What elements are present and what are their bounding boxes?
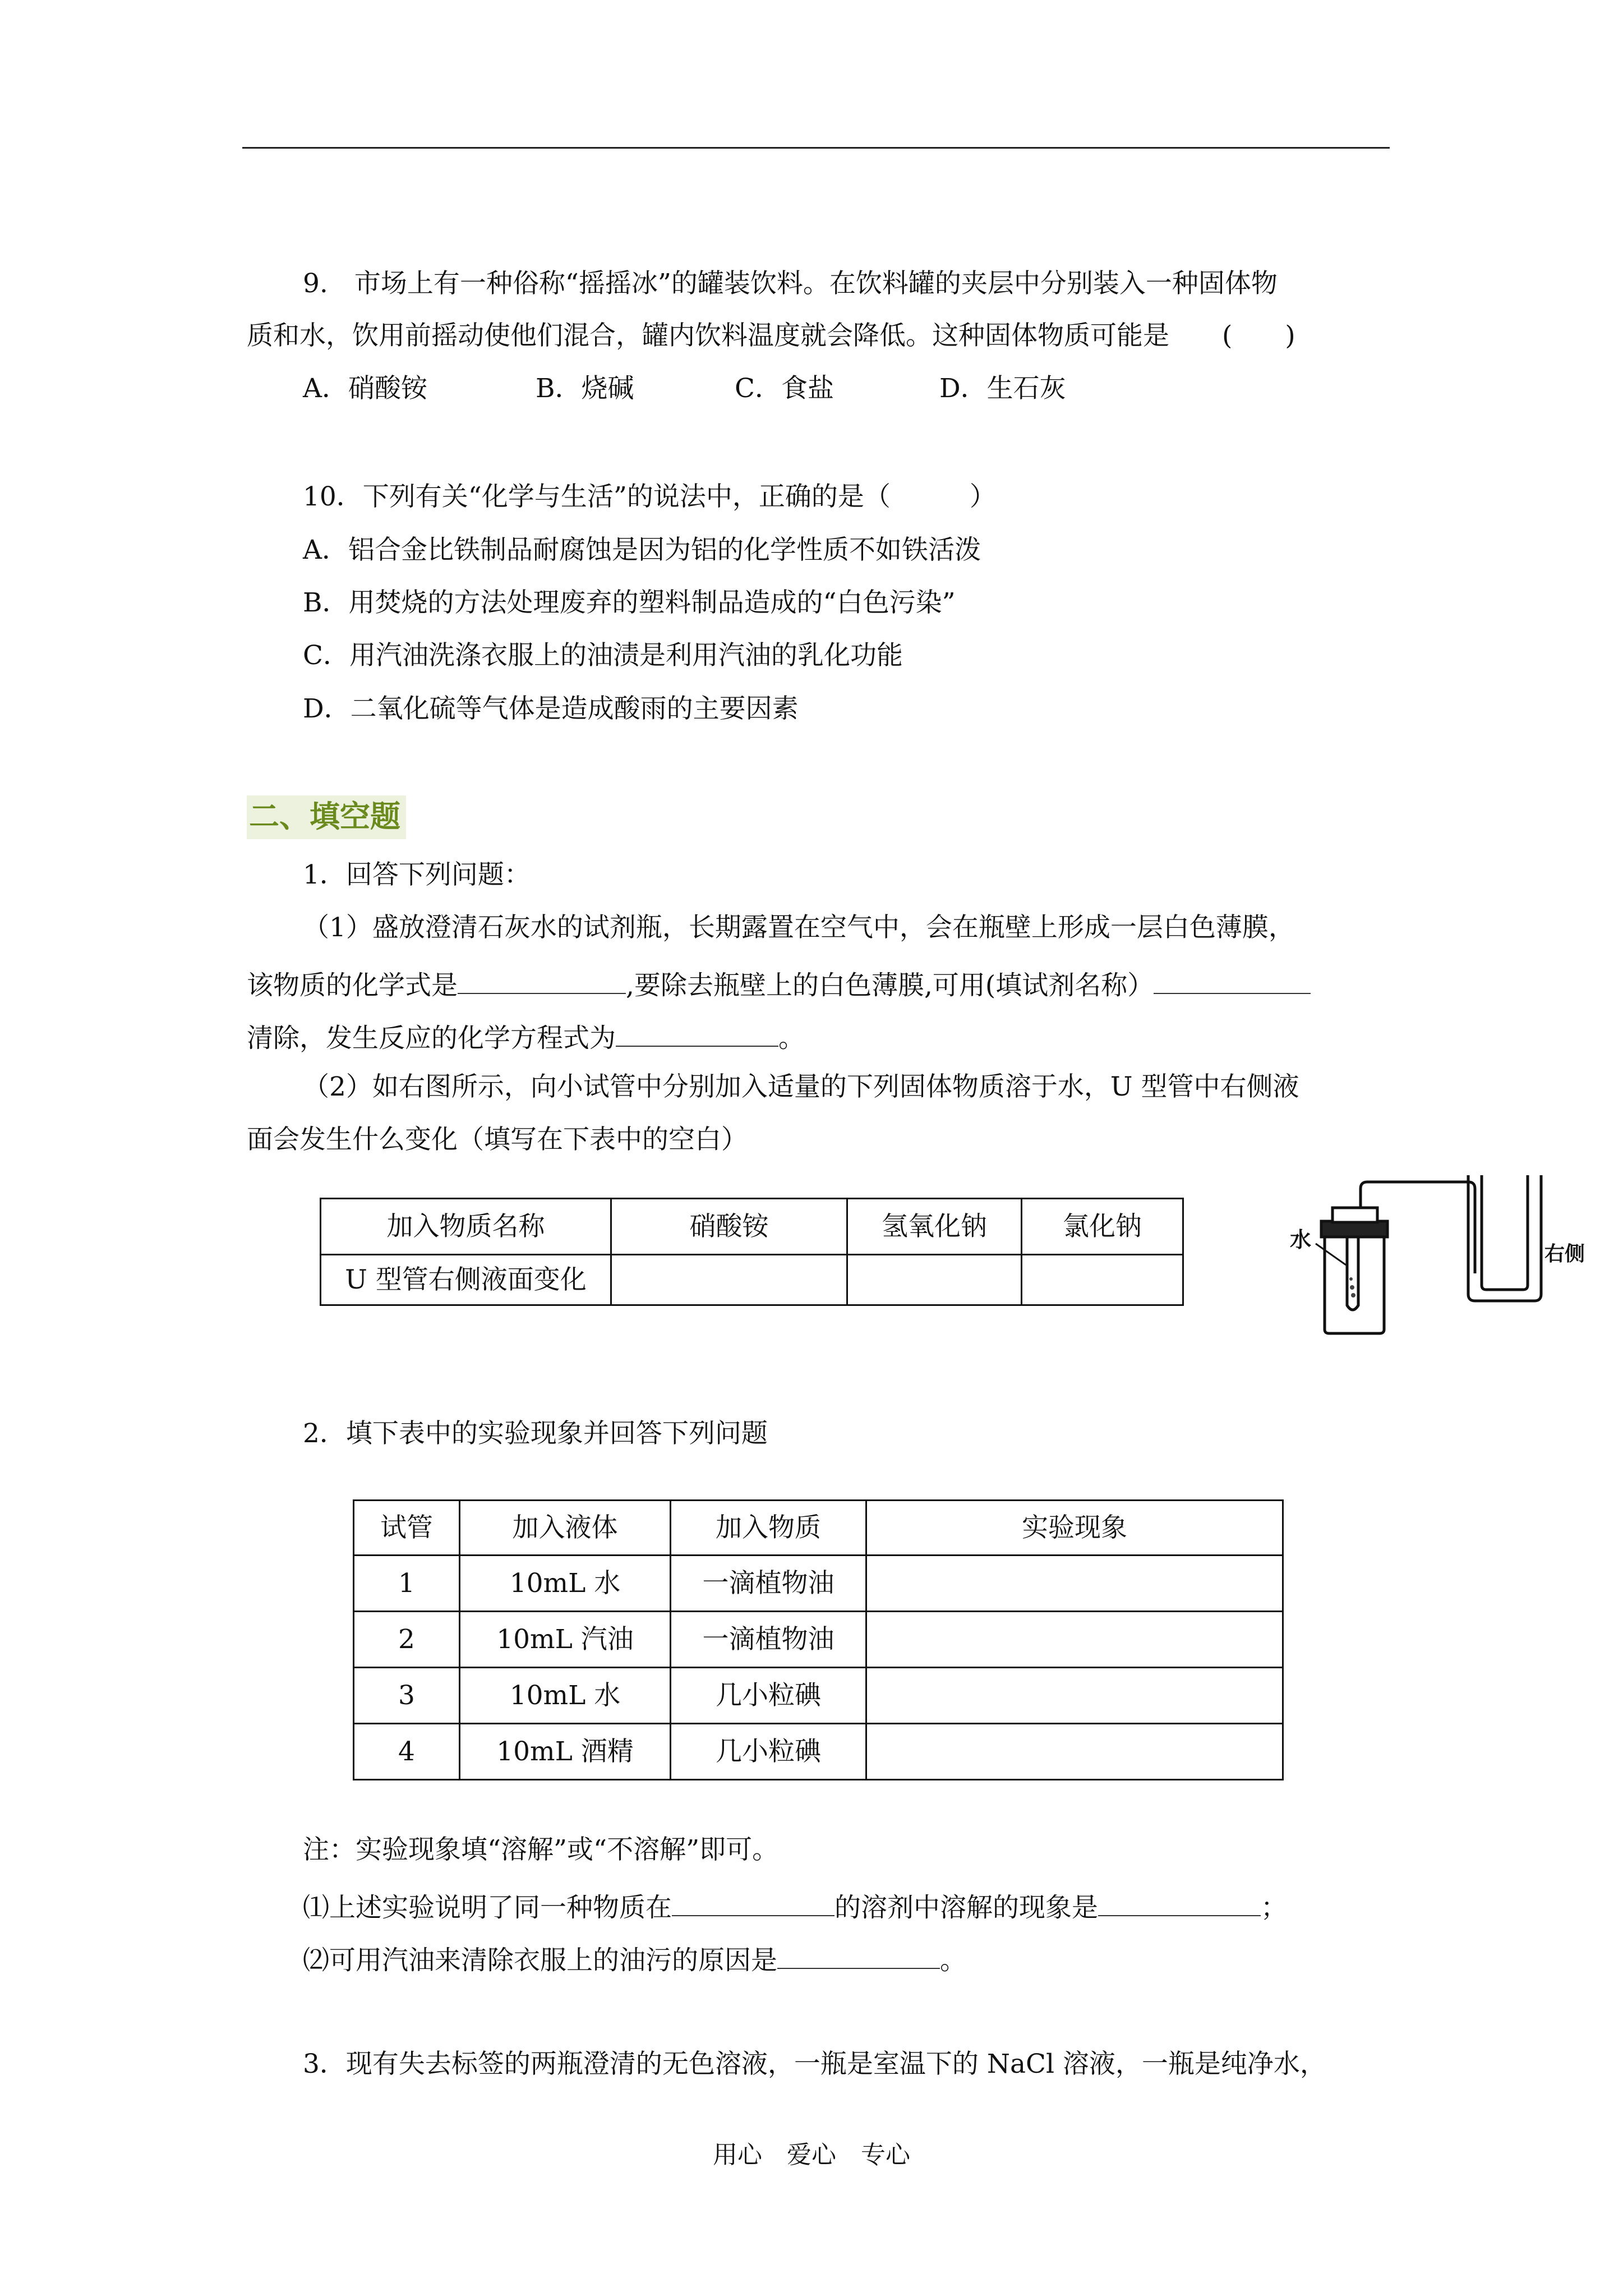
answer-cell[interactable] <box>866 1612 1283 1668</box>
f3-line1: 3．现有失去标签的两瓶澄清的无色溶液，一瓶是室温下的 NaCl 溶液，一瓶是纯净水， <box>303 2049 1326 2079</box>
answer-cell[interactable] <box>866 1724 1283 1780</box>
table-row <box>354 1724 1283 1780</box>
stopper-neck <box>1332 1208 1377 1222</box>
table-row <box>321 1255 1183 1305</box>
q9-line2: 质和水，饮用前摇动使他们混合，罐内饮料温度就会降低。这种固体物质可能是 ( ) <box>247 320 1295 351</box>
f1-stem: 1．回答下列问题： <box>303 859 531 890</box>
answer-blank[interactable] <box>777 1940 940 1969</box>
answer-blank[interactable] <box>1098 1888 1261 1916</box>
f1-part1-line2: 该物质的化学式是 ,要除去瓶壁上的白色薄膜,可用(填试剂名称） <box>247 965 1311 1002</box>
answer-cell[interactable] <box>866 1668 1283 1724</box>
table-row <box>354 1556 1283 1612</box>
table-header-cell: 实验现象 <box>866 1501 1283 1556</box>
table-row <box>354 1612 1283 1668</box>
u-tube-inner <box>1482 1175 1528 1290</box>
experiment-table <box>353 1499 1284 1780</box>
f2-stem: 2．填下表中的实验现象并回答下列问题 <box>303 1418 768 1449</box>
table-cell: 几小粒碘 <box>671 1724 866 1780</box>
table-header-cell: 试管 <box>354 1501 460 1556</box>
table-cell: 4 <box>354 1724 460 1780</box>
table-cell: 10mL 水 <box>460 1668 671 1724</box>
answer-blank[interactable] <box>616 1018 778 1047</box>
substance-table <box>320 1198 1184 1306</box>
q9-option-b: B．烧碱 <box>536 373 634 404</box>
table-cell: 10mL 水 <box>460 1556 671 1612</box>
f1-part2-line2: 面会发生什么变化（填写在下表中的空白） <box>247 1124 748 1155</box>
answer-cell[interactable] <box>611 1255 847 1305</box>
f2-note: 注：实验现象填“溶解”或“不溶解”即可。 <box>303 1834 779 1865</box>
table-cell: 3 <box>354 1668 460 1724</box>
f1-part1-line3: 清除，发生反应的化学方程式为 。 <box>247 1018 805 1055</box>
section-heading: 二、填空题 <box>247 795 406 839</box>
water-pointer <box>1316 1244 1346 1265</box>
figure-label-right-side: 右侧 <box>1544 1243 1585 1266</box>
table-header-cell: 氯化钠 <box>1022 1199 1183 1255</box>
small-test-tube <box>1347 1237 1358 1310</box>
page-footer: 用心 爱心 专心 <box>713 2141 910 2169</box>
answer-blank[interactable] <box>672 1888 834 1916</box>
q10-stem: 10．下列有关“化学与生活”的说法中，正确的是（ ） <box>303 481 996 512</box>
figure-label-water: 水 <box>1290 1227 1312 1252</box>
header-rule <box>242 147 1390 149</box>
q9-line1: 9. 市场上有一种俗称“摇摇冰”的罐装饮料。在饮料罐的夹层中分别装入一种固体物 <box>303 268 1278 299</box>
answer-blank[interactable] <box>1154 965 1311 994</box>
table-row <box>321 1199 1183 1255</box>
table-row <box>354 1501 1283 1556</box>
u-tube-apparatus-figure <box>1284 1175 1598 1343</box>
table-cell: 10mL 酒精 <box>460 1724 671 1780</box>
f1-part1-line1: （1）盛放澄清石灰水的试剂瓶，长期露置在空气中，会在瓶壁上形成一层白色薄膜， <box>303 912 1295 943</box>
q10-option-c: C．用汽油洗涤衣服上的油渍是利用汽油的乳化功能 <box>303 640 903 671</box>
table-row <box>354 1668 1283 1724</box>
table-header-cell: 硝酸铵 <box>611 1199 847 1255</box>
answer-cell[interactable] <box>866 1556 1283 1612</box>
answer-cell[interactable] <box>847 1255 1022 1305</box>
q9-option-d: D．生石灰 <box>939 373 1066 404</box>
f1-part2-line1: （2）如右图所示，向小试管中分别加入适量的下列固体物质溶于水，U 型管中右侧液 <box>303 1071 1299 1102</box>
q9-option-c: C．食盐 <box>735 373 834 404</box>
u-tube <box>1468 1175 1541 1301</box>
answer-cell[interactable] <box>1022 1255 1183 1305</box>
table-header-cell: 加入物质名称 <box>321 1199 611 1255</box>
table-cell: 1 <box>354 1556 460 1612</box>
bottle-outline <box>1325 1236 1384 1333</box>
answer-blank[interactable] <box>458 965 626 994</box>
q10-option-a: A．铝合金比铁制品耐腐蚀是因为铝的化学性质不如铁活泼 <box>303 535 981 565</box>
q9-option-a: A．硝酸铵 <box>303 373 427 404</box>
q10-option-b: B．用焚烧的方法处理废弃的塑料制品造成的“白色污染” <box>303 587 956 618</box>
f2-sub2: ⑵可用汽油来清除衣服上的油污的原因是 。 <box>303 1940 966 1977</box>
table-cell: 10mL 汽油 <box>460 1612 671 1668</box>
table-cell: 一滴植物油 <box>671 1612 866 1668</box>
table-cell: 几小粒碘 <box>671 1668 866 1724</box>
f2-sub1: ⑴上述实验说明了同一种物质在 的溶剂中溶解的现象是 ； <box>303 1888 1287 1924</box>
table-header-cell: 加入物质 <box>671 1501 866 1556</box>
table-header-cell: 加入液体 <box>460 1501 671 1556</box>
table-row-label: U 型管右侧液面变化 <box>321 1255 611 1305</box>
table-cell: 2 <box>354 1612 460 1668</box>
table-header-cell: 氢氧化钠 <box>847 1199 1022 1255</box>
table-cell: 一滴植物油 <box>671 1556 866 1612</box>
q10-option-d: D．二氧化硫等气体是造成酸雨的主要因素 <box>303 693 799 724</box>
